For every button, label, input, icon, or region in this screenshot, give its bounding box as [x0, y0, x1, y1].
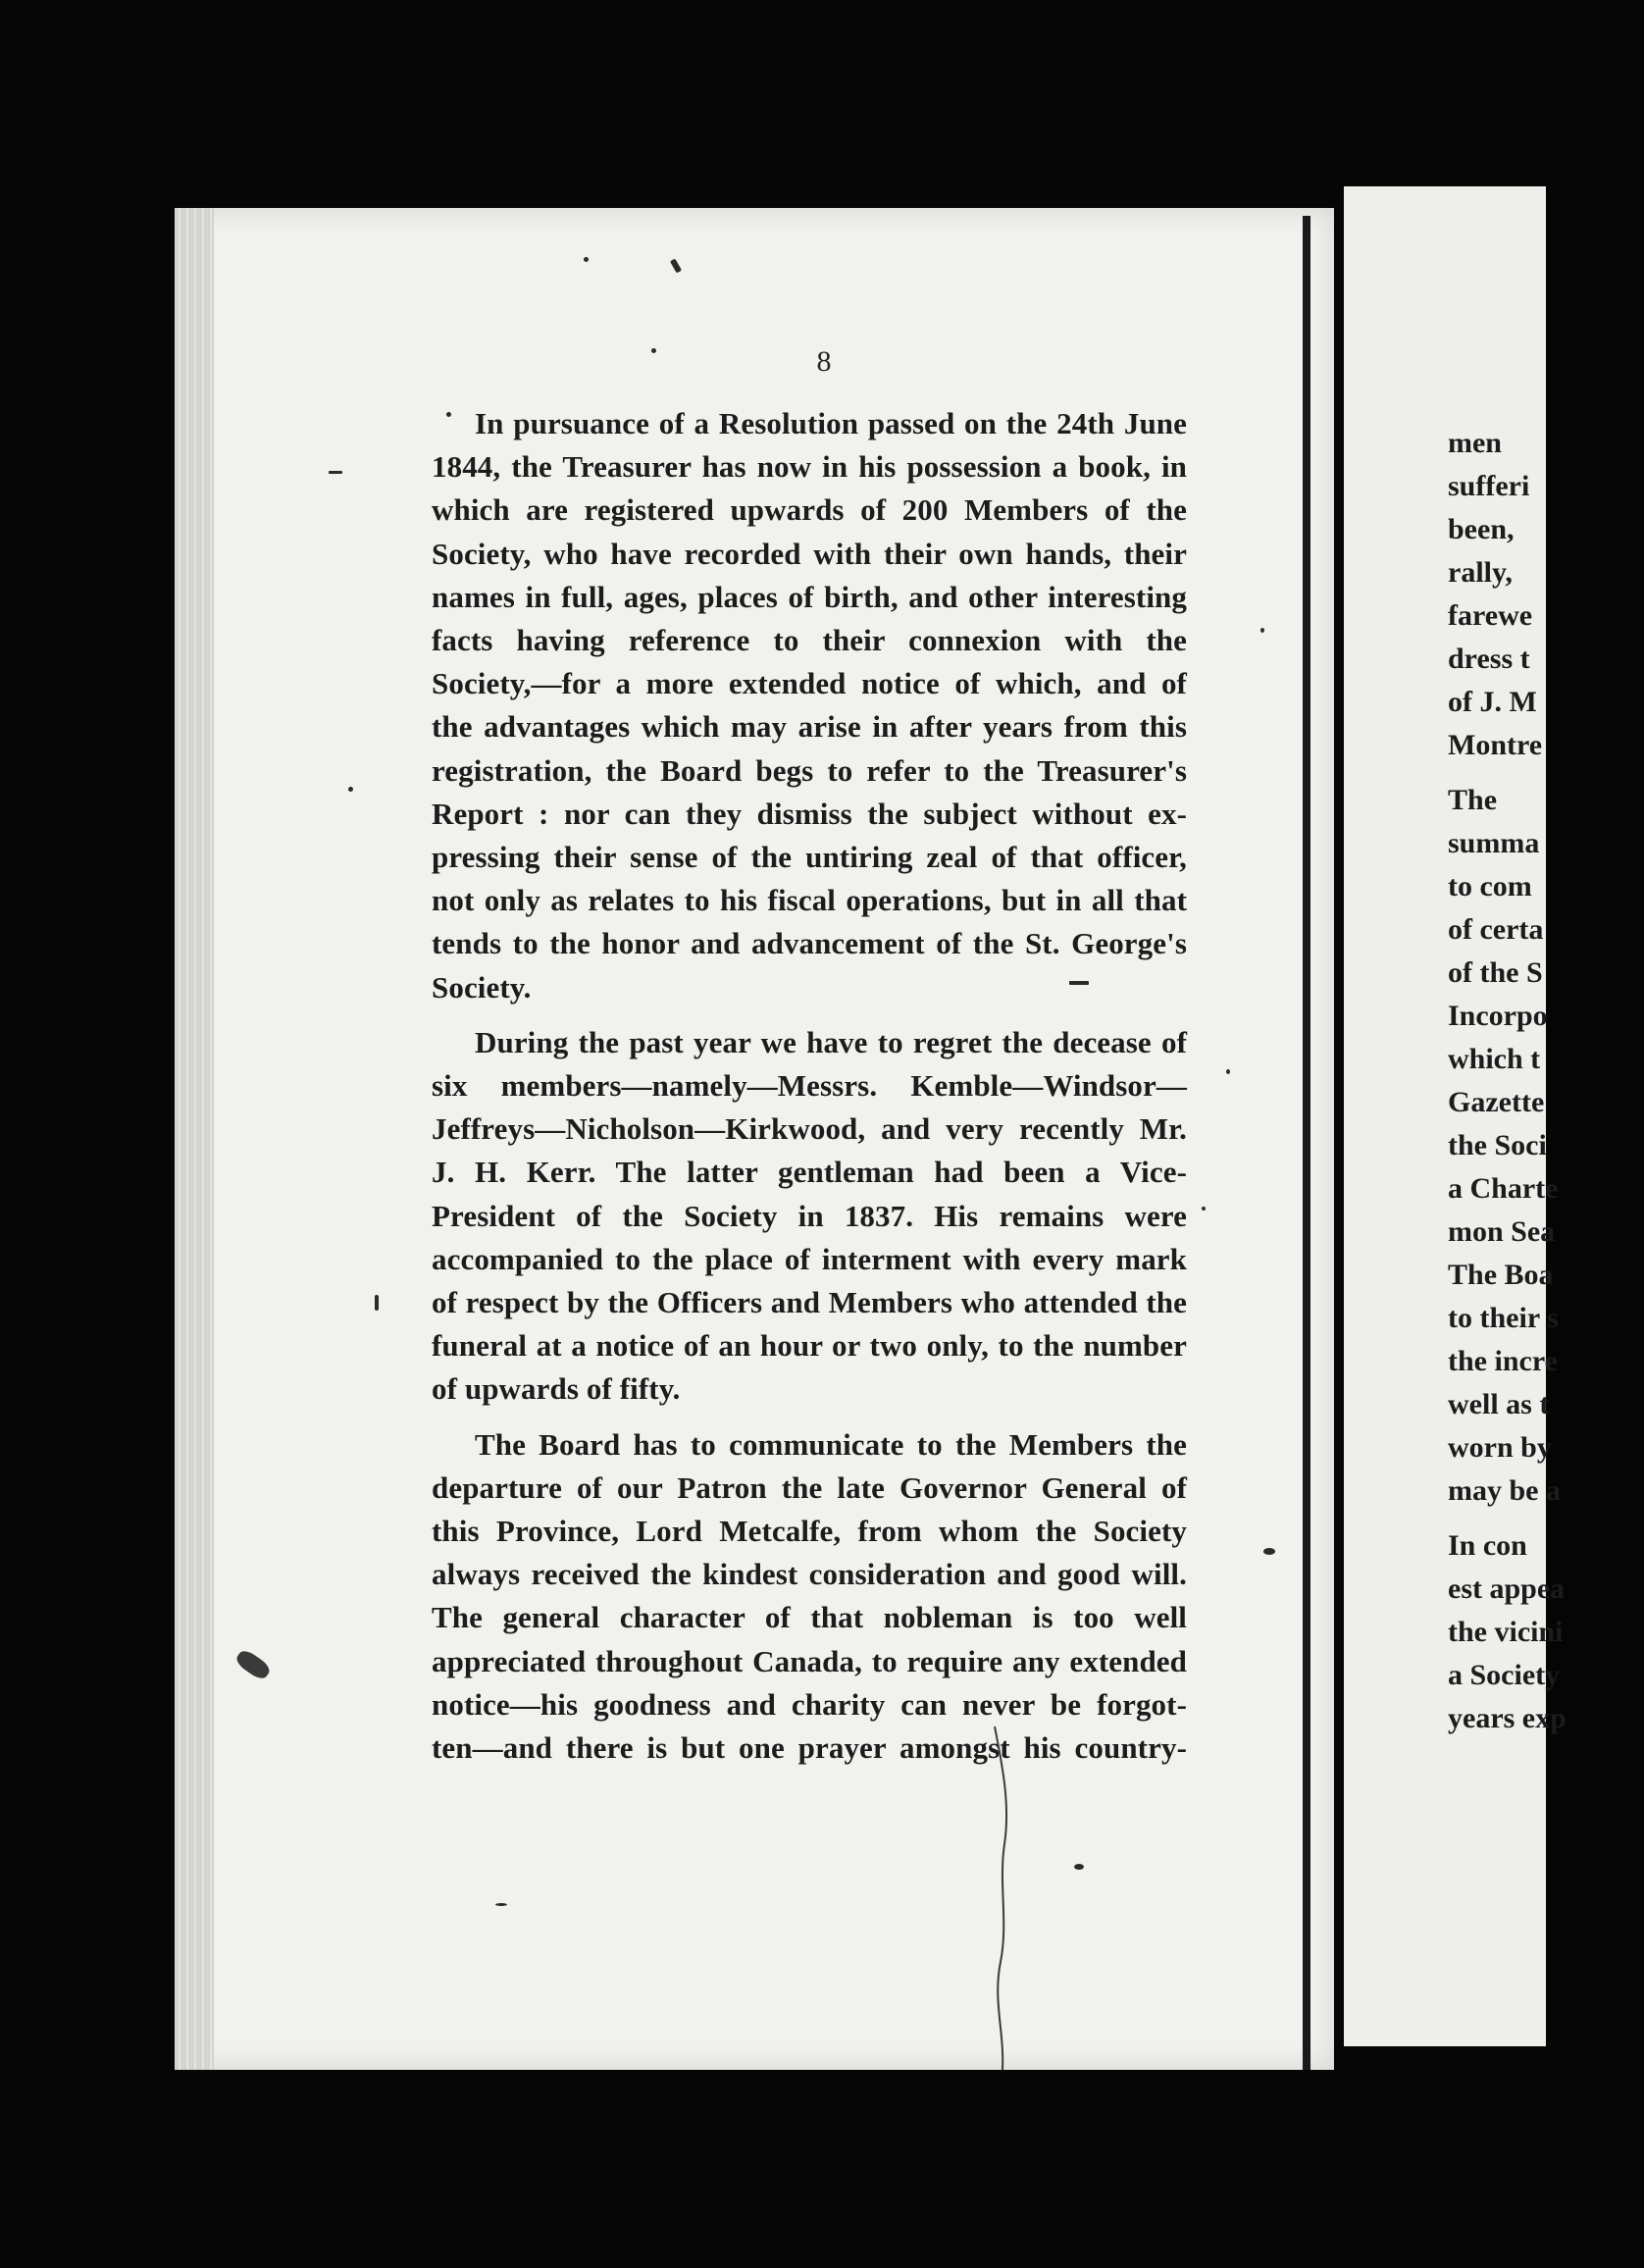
text-line: J. H. Kerr. The latter gentleman had been a Vice-: [432, 1155, 1187, 1190]
facing-line: of certa: [1448, 913, 1544, 946]
page-edge-stack: [175, 208, 214, 2070]
facing-line: summa: [1448, 827, 1540, 859]
scan-speck: [1069, 981, 1089, 985]
text-line: The general character of that nobleman is too well: [432, 1600, 1187, 1635]
scan-speck: [1202, 1207, 1206, 1211]
text-line: registration, the Board begs to refer to the Treasurer's: [432, 752, 1187, 788]
facing-line: of the S: [1448, 956, 1543, 989]
text-line: of respect by the Officers and Members who attended the: [432, 1285, 1187, 1320]
text-line: 1844, the Treasurer has now in his possession a book, in: [432, 449, 1187, 485]
text-line: Jeffreys—Nicholson—Kirkwood, and very recently Mr.: [432, 1111, 1187, 1147]
scan-speck: [329, 471, 342, 474]
facing-line: Montre: [1448, 729, 1543, 761]
scan-speck: [375, 1295, 379, 1311]
text-line: In pursuance of a Resolution passed on the 24th June: [475, 406, 1187, 440]
text-line: departure of our Patron the late Governor General of: [432, 1469, 1187, 1505]
facing-line: rally,: [1448, 556, 1513, 589]
text-line: this Province, Lord Metcalfe, from whom the Society: [432, 1514, 1187, 1549]
facing-line: the vicini: [1448, 1616, 1564, 1648]
facing-line: est appea: [1448, 1572, 1566, 1605]
facing-line: years exp: [1448, 1702, 1567, 1734]
scan-speck: [446, 412, 451, 417]
facing-line: sufferi: [1448, 470, 1530, 502]
facing-line: Gazette: [1448, 1086, 1545, 1118]
text-line: Society,—for a more extended notice of which, and of: [432, 666, 1187, 701]
text-line: of upwards of fifty.: [432, 1371, 681, 1407]
facing-line: a Society: [1448, 1659, 1561, 1691]
scan-speck: [348, 787, 353, 792]
text-line: funeral at a notice of an hour or two only, to the number: [432, 1328, 1187, 1364]
text-line: always received the kindest consideration and good will.: [432, 1557, 1187, 1592]
text-line: tends to the honor and advancement of the St. George's: [432, 926, 1187, 961]
facing-line: the Soci: [1448, 1129, 1547, 1161]
text-line: facts having reference to their connexion with the: [432, 623, 1187, 658]
paragraph-deceased-members: [432, 1021, 1187, 1412]
text-line: which are registered upwards of 200 Members of the: [432, 492, 1187, 528]
text-line: appreciated throughout Canada, to require any extended: [432, 1643, 1187, 1678]
facing-line: a Charte: [1448, 1172, 1559, 1205]
facing-line: mon Sea: [1448, 1215, 1556, 1248]
text-line: ten—and there is but one prayer amongst his country-: [432, 1730, 1187, 1766]
text-line: the advantages which may arise in after years from this: [432, 709, 1187, 745]
scan-speck: [1263, 1548, 1275, 1555]
facing-line: dress t: [1448, 643, 1530, 675]
facing-line: worn by: [1448, 1431, 1552, 1464]
paper-crack: [981, 1727, 1020, 2070]
facing-line: The: [1448, 784, 1498, 816]
text-line: Report : nor can they dismiss the subject without ex-: [432, 796, 1187, 831]
scan-speck: [651, 348, 656, 353]
scan-speck: [495, 1903, 507, 1906]
facing-line: the incre: [1448, 1345, 1558, 1377]
facing-line: been,: [1448, 513, 1515, 545]
text-line: names in full, ages, places of birth, and other interesting: [432, 579, 1187, 614]
scan-speck: [1260, 628, 1264, 633]
scan-speck: [1226, 1069, 1230, 1074]
text-line: notice—his goodness and charity can never be forgot-: [432, 1686, 1187, 1722]
text-line: not only as relates to his fiscal operations, but in all that: [432, 883, 1187, 918]
text-line: Society, who have recorded with their own hands, their: [432, 536, 1187, 571]
facing-line: farewe: [1448, 599, 1533, 632]
facing-line: which t: [1448, 1043, 1541, 1075]
facing-line: well as t: [1448, 1388, 1550, 1420]
text-line: pressing their sense of the untiring zeal of that officer,: [432, 840, 1187, 875]
facing-line: men: [1448, 427, 1502, 459]
facing-page-text: [1448, 422, 1644, 1740]
text-line: The Board has to communicate to the Members the: [475, 1426, 1187, 1462]
text-line: During the past year we have to regret the decease of: [475, 1024, 1187, 1059]
paragraph-patron-departure: [432, 1423, 1187, 1771]
text-line: accompanied to the place of interment with every mark: [432, 1241, 1187, 1276]
scan-speck: [1074, 1864, 1084, 1870]
main-text-block: [432, 402, 1187, 1770]
text-line: Society.: [432, 969, 532, 1005]
facing-line: In con: [1448, 1529, 1527, 1562]
text-line: six members—namely—Messrs. Kemble—Windsor—: [432, 1068, 1187, 1104]
page-number: 8: [816, 345, 832, 378]
facing-line: of J. M: [1448, 686, 1537, 718]
facing-line: The Boa: [1448, 1259, 1554, 1291]
facing-line: to their s: [1448, 1302, 1559, 1334]
facing-line: may be a: [1448, 1474, 1561, 1507]
paragraph-treasurer-book: [432, 402, 1187, 1009]
binding-gutter: [1303, 216, 1310, 2070]
facing-line: to com: [1448, 870, 1532, 902]
facing-line: Incorpo: [1448, 1000, 1548, 1032]
scan-speck: [584, 257, 589, 262]
text-line: President of the Society in 1837. His remains were: [432, 1198, 1187, 1233]
